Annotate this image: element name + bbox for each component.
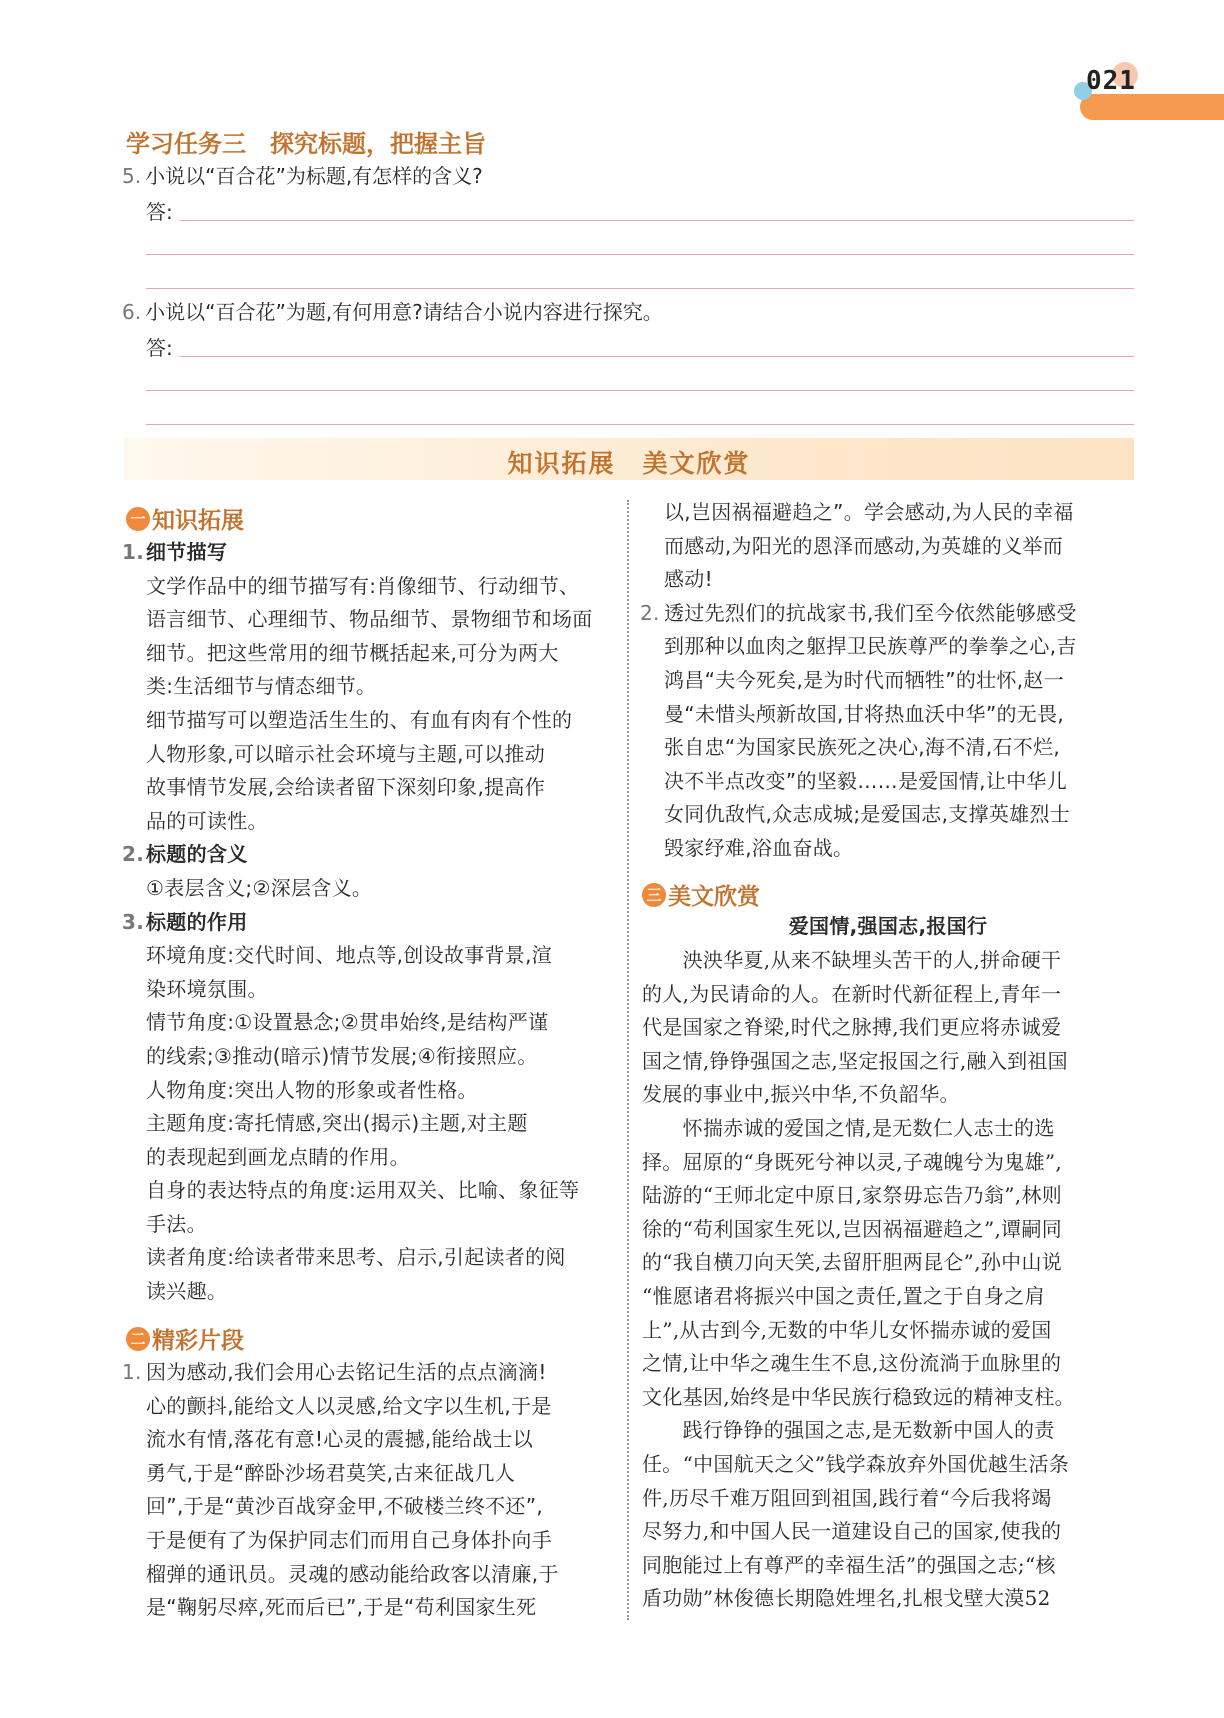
section-title: 知识拓展: [152, 508, 244, 534]
task-title: 学习任务三 探究标题，把握主旨: [126, 130, 486, 158]
text-line: 透过先烈们的抗战家书,我们至今依然能够感受: [664, 600, 1077, 625]
text-line: 发展的事业中,振兴中华,不负韶华。: [642, 1082, 960, 1107]
text-line: 到那种以血肉之躯捍卫民族尊严的拳拳之心,吉: [664, 634, 1077, 659]
text-line: 类:生活细节与情态细节。: [146, 674, 377, 699]
text-line: 勇气,于是“醉卧沙场君莫笑,古来征战几人: [146, 1460, 516, 1485]
item-number: 2.: [122, 842, 145, 867]
text-line: 的人,为民请命的人。在新时代新征程上,青年一: [642, 981, 1062, 1006]
section-appreciation: [642, 878, 760, 911]
question-number: 6.: [122, 300, 142, 324]
text-line: 女同仇敌忾,众志成城;是爱国志,支撑英雄烈士: [664, 802, 1071, 827]
section-badge: 三: [642, 883, 666, 907]
item-title: 标题的作用: [146, 909, 248, 934]
text-line: 读兴趣。: [146, 1279, 228, 1304]
text-line: 同胞能过上有尊严的幸福生活”的强国之志;“核: [642, 1552, 1056, 1577]
text-line: 读者角度:给读者带来思考、启示,引起读者的阅: [146, 1245, 566, 1270]
text-line: 人物角度:突出人物的形象或者性格。: [146, 1077, 478, 1102]
text-line: 陆游的“王师北定中原日,家祭毋忘告乃翁”,林则: [642, 1183, 1063, 1208]
page-number: 021: [1086, 66, 1136, 96]
item-number: 1.: [122, 1360, 142, 1384]
question-text: 小说以“百合花”为标题,有怎样的含义?: [145, 164, 483, 188]
question-5: [122, 160, 483, 189]
text-line: 细节。把这些常用的细节概括起来,可分为两大: [146, 640, 559, 665]
text-line: 回”,于是“黄沙百战穿金甲,不破楼兰终不还”,: [146, 1494, 544, 1519]
text-line: 上”,从古到今,无数的中华儿女怀揣赤诚的爱国: [642, 1317, 1052, 1342]
text-line: 的表现起到画龙点睛的作用。: [146, 1144, 410, 1169]
text-line: “惟愿诸君将振兴中国之责任,置之于自身之肩: [642, 1283, 1045, 1308]
text-line: 染环境氛围。: [146, 976, 268, 1001]
text-line: 主题角度:寄托情感,突出(揭示)主题,对主题: [146, 1111, 528, 1136]
text-line: 尽努力,和中国人民一道建设自己的国家,使我的: [642, 1519, 1062, 1544]
text-line: 情节角度:①设置悬念;②贯串始终,是结构严谨: [146, 1010, 549, 1035]
text-line: 的线索;③推动(暗示)情节发展;④衔接照应。: [146, 1043, 538, 1068]
answer-line[interactable]: [180, 220, 1134, 221]
column-divider: [627, 500, 629, 1620]
banner-title: 知识拓展 美文欣赏: [507, 449, 751, 478]
text-line: 盾功勋”林俊德长期隐姓埋名,扎根戈壁大漠52: [642, 1586, 1051, 1611]
answer-line[interactable]: [146, 390, 1134, 391]
text-line: 心的颤抖,能给文人以灵感,给文字以生机,于是: [146, 1393, 552, 1418]
text-line: 细节描写可以塑造活生生的、有血有肉有个性的: [146, 707, 573, 732]
text-line: 环境角度:交代时间、地点等,创设故事背景,渲: [146, 943, 553, 968]
text-line: 国之情,铮铮强国之志,坚定报国之行,融入到祖国: [642, 1048, 1068, 1073]
item-title: 细节描写: [146, 540, 228, 564]
text-line: 手法。: [146, 1211, 207, 1236]
text-line: 文学作品中的细节描写有:肖像细节、行动细节、: [146, 573, 580, 598]
text-line: 于是便有了为保护同志们而用自己身体扑向手: [146, 1527, 552, 1552]
question-6: [122, 296, 663, 325]
text-line: 流水有情,落花有意!心灵的震撼,能给战士以: [146, 1427, 534, 1452]
text-line: 故事情节发展,会给读者留下深刻印象,提高作: [146, 775, 546, 800]
text-line: 品的可读性。: [146, 808, 268, 833]
article-title: 爱国情,强国志,报国行: [788, 914, 988, 938]
text-line: 怀揣赤诚的爱国之情,是无数仁人志士的选: [642, 1115, 1055, 1140]
text-line: 人物形象,可以暗示社会环境与主题,可以推动: [146, 741, 546, 766]
text-line: 张自忠“为国家民族死之决心,海不清,石不烂,: [664, 735, 1061, 760]
text-line: 鸿昌“夫今死矣,是为时代而牺牲”的壮怀,赵一: [664, 667, 1065, 692]
answer-label: 答:: [146, 336, 173, 360]
text-line: 毁家纾难,浴血奋战。: [664, 835, 854, 860]
answer-line[interactable]: [146, 424, 1134, 425]
highlights-continued: [640, 496, 1077, 866]
answer-label: 答:: [146, 200, 173, 224]
item-number: 2.: [640, 600, 660, 625]
text-line: 语言细节、心理细节、物品细节、景物细节和场面: [146, 607, 593, 632]
answer-line[interactable]: [146, 288, 1134, 289]
text-line: 感动!: [664, 567, 713, 592]
question-text: 小说以“百合花”为题,有何用意?请结合小说内容进行探究。: [145, 300, 663, 324]
item-title: 标题的含义: [146, 842, 248, 867]
text-line: 践行铮铮的强国之志,是无数新中国人的责: [642, 1418, 1055, 1443]
section-title: 美文欣赏: [668, 884, 760, 910]
section-highlights: [126, 1322, 244, 1355]
section-knowledge: [126, 502, 244, 535]
text-line: 因为感动,我们会用心去铭记生活的点点滴滴!: [146, 1360, 547, 1384]
text-line: 之情,让中华之魂生生不息,这份流淌于血脉里的: [642, 1351, 1062, 1376]
text-line: 件,历尽千难万阻回到祖国,践行着“今后我将竭: [642, 1485, 1052, 1510]
section-badge: 二: [126, 1327, 150, 1351]
text-line: 决不半点改变”的坚毅……是爱国情,让中华儿: [664, 768, 1068, 793]
text-line: 是“鞠躬尽瘁,死而后已”,于是“苟利国家生死: [146, 1595, 537, 1620]
text-line: 的“我自横刀向天笑,去留肝胆两昆仑”,孙中山说: [642, 1250, 1063, 1275]
article: [642, 910, 1134, 944]
knowledge-content: [122, 536, 593, 1309]
text-line: 而感动,为阳光的恩泽而感动,为英雄的义举而: [664, 533, 1064, 558]
text-line: 榴弹的通讯员。灵魂的感动能给政客以清廉,于: [146, 1561, 559, 1586]
answer-line[interactable]: [146, 254, 1134, 255]
text-line: 泱泱华夏,从来不缺埋头苦干的人,拼命硬干: [642, 948, 1062, 972]
highlights-content: [122, 1356, 559, 1625]
text-line: ①表层含义;②深层含义。: [146, 875, 373, 900]
text-line: 以,岂因祸福避趋之”。学会感动,为人民的幸福: [664, 500, 1074, 524]
text-line: 徐的“苟利国家生死以,岂因祸福避趋之”,谭嗣同: [642, 1216, 1063, 1241]
text-line: 任。“中国航天之父”钱学森放弃外国优越生活条: [642, 1451, 1070, 1476]
section-banner: [124, 438, 1134, 480]
item-number: 3.: [122, 909, 145, 934]
question-number: 5.: [122, 164, 142, 188]
text-line: 自身的表达特点的角度:运用双关、比喻、象征等: [146, 1178, 580, 1203]
answer-line[interactable]: [180, 356, 1134, 357]
text-line: 代是国家之脊梁,时代之脉搏,我们更应将赤诚爱: [642, 1015, 1062, 1040]
item-number: 1.: [122, 540, 145, 564]
page-number-tab: [1080, 94, 1224, 120]
text-line: 曼“未惜头颅新故国,甘将热血沃中华”的无畏,: [664, 701, 1065, 726]
section-badge: 一: [126, 507, 150, 531]
text-line: 文化基因,始终是中华民族行稳致远的精神支柱。: [642, 1384, 1075, 1409]
article-body: [642, 944, 1075, 1616]
section-title: 精彩片段: [152, 1328, 244, 1354]
text-line: 择。屈原的“身既死兮神以灵,子魂魄兮为鬼雄”,: [642, 1149, 1063, 1174]
